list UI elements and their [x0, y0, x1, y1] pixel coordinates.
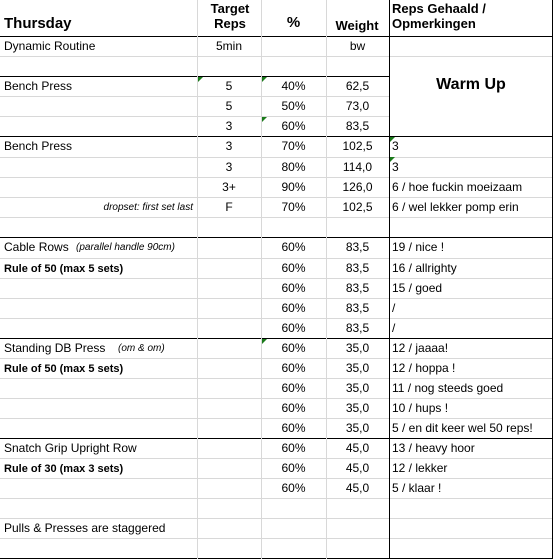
note-cell[interactable]: 5 / en dit keer wel 50 reps!	[392, 421, 533, 435]
warm-up-label[interactable]: Warm Up	[436, 76, 506, 93]
exercise-rule[interactable]: Rule of 50 (max 5 sets)	[4, 263, 124, 275]
weight-cell[interactable]: 83,5	[345, 301, 370, 315]
percent-cell[interactable]: 70%	[281, 200, 306, 214]
weight-cell[interactable]: 45,0	[345, 481, 370, 495]
section-border	[389, 338, 553, 339]
row-divider	[0, 258, 389, 259]
header-target-reps-label: Target Reps	[210, 1, 250, 31]
header-weight[interactable]: Weight	[335, 18, 379, 33]
row-divider	[389, 358, 553, 359]
notes-column-border	[389, 0, 390, 559]
row-divider	[389, 197, 553, 198]
reps-cell[interactable]: 5min	[215, 39, 242, 53]
percent-cell[interactable]: 60%	[281, 281, 306, 295]
cell-comment-marker	[390, 157, 395, 162]
exercise-rule[interactable]: Rule of 30 (max 3 sets)	[4, 463, 124, 475]
note-cell[interactable]: 6 / wel lekker pomp erin	[392, 200, 519, 214]
weight-cell[interactable]: 73,0	[345, 99, 370, 113]
note-cell[interactable]: 10 / hups !	[392, 401, 449, 415]
percent-cell[interactable]: 60%	[281, 321, 306, 335]
weight-cell[interactable]: 83,5	[345, 321, 370, 335]
percent-cell[interactable]: 60%	[281, 461, 306, 475]
exercise-cell[interactable]: Dynamic Routine	[4, 39, 96, 53]
row-divider	[0, 498, 389, 499]
percent-cell[interactable]: 70%	[281, 139, 306, 153]
reps-cell[interactable]: F	[225, 200, 233, 214]
weight-cell[interactable]: 83,5	[345, 119, 370, 133]
row-divider	[0, 518, 389, 519]
percent-cell[interactable]: 50%	[281, 99, 306, 113]
row-divider	[0, 298, 389, 299]
cell-comment-marker	[262, 77, 267, 82]
row-divider	[0, 116, 389, 117]
row-divider	[0, 197, 389, 198]
weight-cell[interactable]: 114,0	[342, 160, 373, 174]
section-border	[0, 76, 389, 77]
cell-comment-marker	[198, 77, 203, 82]
row-divider	[389, 217, 553, 218]
row-divider	[0, 96, 389, 97]
header-notes[interactable]	[392, 1, 552, 31]
row-divider	[389, 278, 553, 279]
row-divider	[389, 418, 553, 419]
percent-cell[interactable]: 60%	[281, 261, 306, 275]
weight-cell[interactable]: 45,0	[345, 441, 370, 455]
weight-cell[interactable]: 35,0	[345, 341, 370, 355]
note-cell[interactable]: 11 / nog steeds goed	[392, 381, 504, 395]
row-divider	[389, 498, 553, 499]
percent-cell[interactable]: 60%	[281, 381, 306, 395]
row-divider	[0, 318, 389, 319]
weight-cell[interactable]: 83,5	[345, 240, 370, 254]
column-divider	[197, 0, 198, 559]
percent-cell[interactable]: 60%	[281, 441, 306, 455]
row-divider	[389, 518, 553, 519]
exercise-subnote[interactable]: dropset: first set last	[103, 202, 193, 213]
reps-cell[interactable]: 3	[225, 139, 233, 153]
note-cell[interactable]: 3	[392, 139, 399, 153]
header-notes-label: Reps Gehaald / Opmerkingen	[392, 1, 486, 31]
cell-comment-marker	[390, 137, 395, 142]
row-divider	[0, 157, 389, 158]
row-divider	[389, 177, 553, 178]
reps-cell[interactable]: 5	[225, 79, 233, 93]
percent-cell[interactable]: 60%	[281, 481, 306, 495]
row-divider	[389, 258, 553, 259]
weight-cell[interactable]: 35,0	[345, 421, 370, 435]
weight-cell[interactable]: 126,0	[342, 180, 373, 194]
exercise-cell[interactable]: Bench Press	[4, 139, 73, 153]
exercise-subnote[interactable]: (om & om)	[118, 343, 165, 354]
row-divider	[389, 298, 553, 299]
row-divider	[0, 418, 389, 419]
row-divider	[0, 56, 389, 57]
note-cell[interactable]: /	[392, 301, 396, 315]
percent-cell[interactable]: 80%	[281, 160, 306, 174]
percent-cell[interactable]: 90%	[281, 180, 306, 194]
note-cell[interactable]: 15 / goed	[392, 281, 443, 295]
row-divider	[0, 378, 389, 379]
header-day[interactable]: Thursday	[4, 15, 72, 32]
row-divider	[0, 177, 389, 178]
row-divider	[389, 56, 553, 57]
note-cell[interactable]: 13 / heavy hoor	[392, 441, 475, 455]
section-border	[0, 438, 389, 439]
weight-cell[interactable]: 62,5	[345, 79, 370, 93]
note-cell[interactable]: 12 / jaaaa!	[392, 341, 449, 355]
row-divider	[389, 157, 553, 158]
section-border	[389, 438, 553, 439]
row-divider	[389, 318, 553, 319]
note-cell[interactable]: 16 / allrighty	[392, 261, 457, 275]
exercise-cell[interactable]: Pulls & Presses are staggered	[4, 521, 166, 535]
row-divider	[0, 458, 389, 459]
note-cell[interactable]: 12 / lekker	[392, 461, 448, 475]
weight-cell[interactable]: 102,5	[342, 139, 373, 153]
percent-cell[interactable]: 60%	[281, 361, 306, 375]
cell-comment-marker	[262, 117, 267, 122]
weight-cell[interactable]: 35,0	[345, 381, 370, 395]
note-cell[interactable]: 3	[392, 160, 399, 174]
weight-cell[interactable]: bw	[349, 39, 366, 53]
section-border	[389, 237, 553, 238]
row-divider	[389, 458, 553, 459]
percent-cell[interactable]: 60%	[281, 401, 306, 415]
percent-cell[interactable]: 60%	[281, 119, 306, 133]
header-target-reps[interactable]	[199, 1, 261, 31]
row-divider	[0, 478, 389, 479]
weight-cell[interactable]: 35,0	[345, 361, 370, 375]
note-cell[interactable]: 12 / hoppa !	[392, 361, 456, 375]
weight-cell[interactable]: 35,0	[345, 401, 370, 415]
reps-cell[interactable]: 3+	[222, 180, 236, 194]
exercise-cell[interactable]: Bench Press	[4, 79, 73, 93]
reps-cell[interactable]: 5	[225, 99, 233, 113]
weight-cell[interactable]: 102,5	[342, 200, 373, 214]
section-border	[0, 338, 389, 339]
exercise-cell[interactable]: Snatch Grip Upright Row	[4, 441, 137, 455]
note-cell[interactable]: /	[392, 321, 396, 335]
exercise-subnote[interactable]: (parallel handle 90cm)	[76, 242, 175, 253]
exercise-rule[interactable]: Rule of 50 (max 5 sets)	[4, 363, 124, 375]
row-divider	[0, 278, 389, 279]
row-divider	[389, 538, 553, 539]
column-divider	[261, 0, 262, 559]
row-divider	[0, 358, 389, 359]
weight-cell[interactable]: 83,5	[345, 261, 370, 275]
note-cell[interactable]: 19 / nice !	[392, 240, 445, 254]
column-divider	[326, 0, 327, 559]
header-percent[interactable]: %	[286, 14, 301, 31]
note-cell[interactable]: 5 / klaar !	[392, 481, 442, 495]
cell-comment-marker	[262, 339, 267, 344]
section-border	[0, 136, 389, 137]
note-cell[interactable]: 6 / hoe fuckin moeizaam	[392, 180, 523, 194]
row-divider	[389, 398, 553, 399]
reps-cell[interactable]: 3	[225, 119, 233, 133]
row-divider	[389, 478, 553, 479]
row-divider	[0, 538, 389, 539]
weight-cell[interactable]: 83,5	[345, 281, 370, 295]
section-border	[0, 237, 389, 238]
percent-cell[interactable]: 60%	[281, 341, 306, 355]
percent-cell[interactable]: 60%	[281, 301, 306, 315]
section-border	[389, 136, 553, 137]
percent-cell[interactable]: 60%	[281, 421, 306, 435]
weight-cell[interactable]: 45,0	[345, 461, 370, 475]
exercise-cell[interactable]: Standing DB Press	[4, 341, 106, 355]
header-bottom-border	[0, 36, 553, 37]
percent-cell[interactable]: 60%	[281, 240, 306, 254]
percent-cell[interactable]: 40%	[281, 79, 306, 93]
row-divider	[0, 217, 389, 218]
exercise-cell[interactable]: Cable Rows	[4, 240, 69, 254]
reps-cell[interactable]: 3	[225, 160, 233, 174]
row-divider	[0, 398, 389, 399]
row-divider	[389, 378, 553, 379]
